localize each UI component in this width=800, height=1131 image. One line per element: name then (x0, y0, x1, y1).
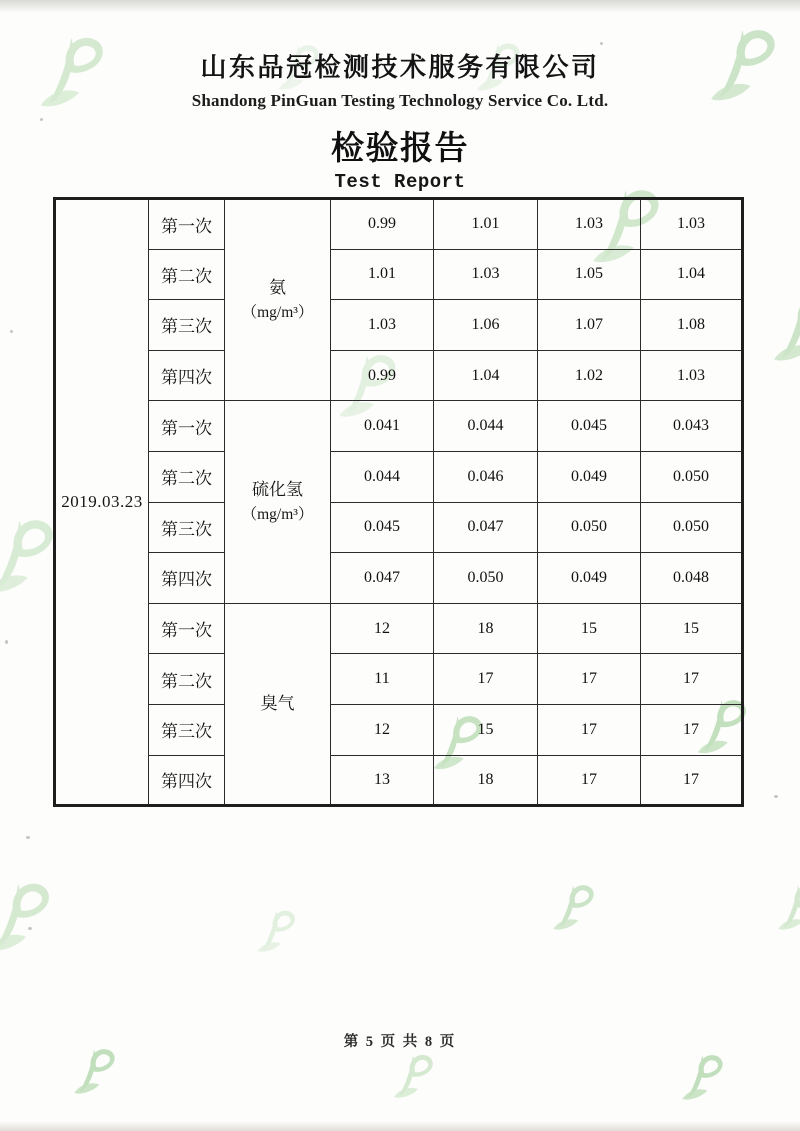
value-cell: 0.050 (641, 451, 743, 502)
value-cell: 1.05 (538, 249, 641, 300)
value-cell: 0.050 (641, 502, 743, 553)
value-cell: 1.03 (331, 300, 434, 351)
value-cell: 0.047 (331, 553, 434, 604)
scan-speck (774, 795, 778, 798)
table-row (55, 654, 743, 705)
scan-speck (40, 118, 43, 121)
parameter-name: 硫化氢 (252, 480, 303, 500)
table-row (55, 451, 743, 502)
value-cell: 1.01 (434, 199, 538, 250)
value-cell: 15 (434, 704, 538, 755)
table-row (55, 603, 743, 654)
value-cell: 0.044 (434, 401, 538, 452)
value-cell: 11 (331, 654, 434, 705)
value-cell: 17 (538, 755, 641, 806)
value-cell: 17 (538, 704, 641, 755)
report-title-en: Test Report (334, 171, 466, 193)
pinguan-leaf-logo-watermark (0, 876, 54, 954)
pinguan-leaf-logo-watermark (674, 1050, 726, 1102)
value-cell: 0.044 (331, 451, 434, 502)
value-cell: 0.041 (331, 401, 434, 452)
trial-label-cell: 第三次 (149, 300, 225, 351)
value-cell: 0.043 (641, 401, 743, 452)
scan-speck (26, 836, 30, 839)
parameter-name: 臭气 (260, 693, 295, 713)
value-cell: 12 (331, 704, 434, 755)
value-cell: 0.047 (434, 502, 538, 553)
parameter-cell (225, 401, 331, 603)
table-row (55, 502, 743, 553)
pinguan-leaf-logo-watermark (386, 1050, 436, 1100)
value-cell: 0.049 (538, 451, 641, 502)
value-cell: 0.050 (434, 553, 538, 604)
value-cell: 1.03 (641, 199, 743, 250)
trial-label-cell: 第二次 (149, 249, 225, 300)
trial-label-cell: 第四次 (149, 755, 225, 806)
trial-label-cell: 第二次 (149, 654, 225, 705)
parameter-name: 氨 (269, 278, 286, 298)
parameter-unit: （mg/m³） (241, 304, 314, 322)
scan-speck (5, 640, 8, 644)
scan-edge-bottom (0, 1121, 800, 1131)
table-row (55, 249, 743, 300)
value-cell: 1.03 (434, 249, 538, 300)
value-cell: 15 (641, 603, 743, 654)
results-table (53, 197, 744, 807)
value-cell: 1.01 (331, 249, 434, 300)
value-cell: 0.99 (331, 350, 434, 401)
table-row (55, 755, 743, 806)
value-cell: 15 (538, 603, 641, 654)
value-cell: 13 (331, 755, 434, 806)
trial-label-cell: 第二次 (149, 451, 225, 502)
pinguan-leaf-logo-watermark (0, 512, 58, 596)
value-cell: 17 (641, 654, 743, 705)
trial-label-cell: 第四次 (149, 350, 225, 401)
value-cell: 0.050 (538, 502, 641, 553)
value-cell: 1.06 (434, 300, 538, 351)
trial-label-cell: 第三次 (149, 502, 225, 553)
scan-speck (10, 330, 13, 333)
trial-label-cell: 第一次 (149, 401, 225, 452)
pinguan-leaf-logo-watermark (250, 906, 298, 954)
table-row (55, 704, 743, 755)
page-number: 第 5 页 共 8 页 (343, 1034, 457, 1050)
company-name-en: Shandong PinGuan Testing Technology Service Co. Ltd. (191, 91, 609, 110)
value-cell: 1.02 (538, 350, 641, 401)
trial-label-cell: 第三次 (149, 704, 225, 755)
value-cell: 1.07 (538, 300, 641, 351)
value-cell: 0.045 (331, 502, 434, 553)
value-cell: 0.048 (641, 553, 743, 604)
table-row (55, 401, 743, 452)
table-row (55, 350, 743, 401)
value-cell: 18 (434, 755, 538, 806)
pinguan-leaf-logo-watermark (762, 288, 800, 364)
value-cell: 0.045 (538, 401, 641, 452)
table-row (55, 199, 743, 250)
report-title-cn: 检验报告 (331, 131, 469, 167)
scan-speck (28, 927, 32, 930)
value-cell: 1.03 (641, 350, 743, 401)
value-cell: 1.08 (641, 300, 743, 351)
pinguan-leaf-logo-watermark (770, 880, 800, 932)
value-cell: 0.049 (538, 553, 641, 604)
trial-label-cell: 第一次 (149, 603, 225, 654)
trial-label-cell: 第四次 (149, 553, 225, 604)
value-cell: 1.04 (434, 350, 538, 401)
sampling-date-cell: 2019.03.23 (55, 199, 149, 806)
value-cell: 17 (641, 704, 743, 755)
trial-label-cell: 第一次 (149, 199, 225, 250)
parameter-cell (225, 199, 331, 401)
value-cell: 0.046 (434, 451, 538, 502)
value-cell: 18 (434, 603, 538, 654)
company-name-cn: 山东品冠检测技术服务有限公司 (200, 53, 600, 82)
table-row (55, 300, 743, 351)
value-cell: 17 (434, 654, 538, 705)
value-cell: 12 (331, 603, 434, 654)
value-cell: 0.99 (331, 199, 434, 250)
value-cell: 1.03 (538, 199, 641, 250)
table-row (55, 553, 743, 604)
value-cell: 17 (641, 755, 743, 806)
parameter-unit: （mg/m³） (241, 506, 314, 524)
value-cell: 17 (538, 654, 641, 705)
scan-edge-top (0, 0, 800, 13)
parameter-cell (225, 603, 331, 805)
scan-speck (600, 42, 603, 45)
pinguan-leaf-logo-watermark (545, 880, 597, 932)
value-cell: 1.04 (641, 249, 743, 300)
